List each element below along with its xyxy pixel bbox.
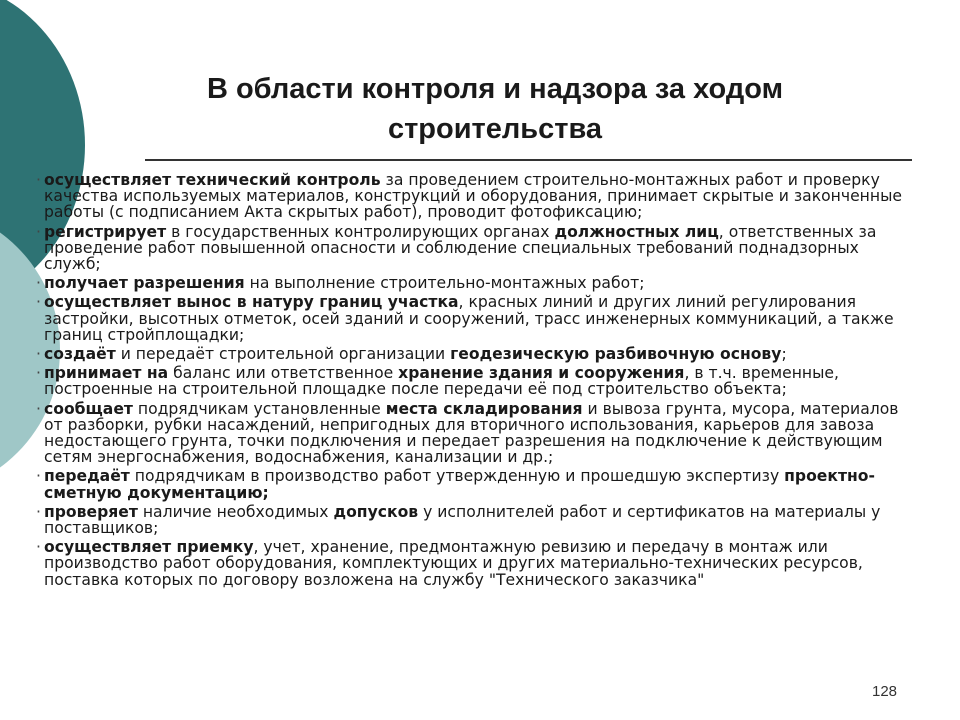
- text-segment: наличие необходимых: [137, 502, 334, 521]
- bullet-marker: ·: [36, 467, 41, 486]
- emphasized-text: допусков: [333, 502, 419, 521]
- list-item-text: [44, 468, 916, 500]
- list-item-text: [44, 294, 916, 343]
- list-item: [36, 365, 916, 397]
- list-item: [36, 401, 916, 466]
- bullet-marker: ·: [36, 274, 41, 293]
- bullet-marker: ·: [36, 171, 41, 189]
- emphasized-text: сообщает: [44, 399, 133, 418]
- text-segment: баланс или ответственное: [168, 364, 399, 383]
- bullet-list: [36, 172, 916, 591]
- list-item: [36, 224, 916, 273]
- text-segment: подрядчикам установленные: [132, 399, 386, 418]
- emphasized-text: геодезическую разбивочную основу: [450, 345, 782, 364]
- text-segment: в государственных контролирующих органах: [166, 222, 555, 241]
- list-item-text: [44, 346, 916, 362]
- list-item-text: [44, 224, 916, 273]
- text-segment: и вывоза грунта, мусора, материалов от разборки, рубки насаждений, непригодных для вторичного использования, карьеров для завоза недостающего грунта, точки подключения и передает разрешения на подключение к действующим сетям энергоснабжения, водоснабжения, канализации и др.;: [44, 399, 899, 467]
- emphasized-text: принимает на: [44, 364, 169, 383]
- list-item: [36, 504, 916, 536]
- emphasized-text: места складирования: [385, 399, 583, 418]
- list-item-text: [44, 275, 916, 291]
- list-item-text: [44, 365, 916, 397]
- list-item-text: [44, 172, 916, 221]
- bullet-marker: ·: [36, 364, 41, 383]
- list-item-text: [44, 504, 916, 536]
- text-segment: ;: [781, 345, 787, 364]
- emphasized-text: осуществляет приемку: [44, 538, 254, 557]
- slide-title: [130, 69, 860, 149]
- slide-title-line-2: строительства: [387, 113, 603, 146]
- emphasized-text: создаёт: [44, 345, 116, 364]
- emphasized-text: регистрирует: [44, 222, 167, 241]
- list-item-text: [44, 401, 916, 466]
- text-segment: на выполнение строительно-монтажных работ;: [244, 274, 645, 293]
- text-segment: подрядчикам в производство работ утвержденную и прошедшую экспертизу: [129, 467, 785, 486]
- bullet-marker: ·: [36, 399, 41, 418]
- emphasized-text: проверяет: [44, 502, 138, 521]
- emphasized-text: хранение здания и сооружения: [398, 364, 685, 383]
- list-item: [36, 468, 916, 500]
- emphasized-text: получает разрешения: [44, 274, 245, 293]
- emphasized-text: передаёт: [44, 467, 130, 486]
- text-segment: и передаёт строительной организации: [115, 345, 451, 364]
- text-segment: , в т.ч. временные, построенные на строительной площадке после передачи её под строительство объекта;: [44, 364, 839, 399]
- page-number: 128: [872, 683, 898, 700]
- emphasized-text: осуществляет вынос в натуру границ участка: [44, 293, 459, 312]
- bullet-marker: ·: [36, 502, 41, 521]
- text-segment: за проведением строительно-монтажных работ и проверку качества используемых материалов, конструкций и оборудования, принимает скрытые и законченные работы (с подписанием Акта скрытых работ), проводит фотофиксацию;: [44, 171, 902, 222]
- list-item: [36, 294, 916, 343]
- bullet-marker: ·: [36, 293, 41, 312]
- title-divider: [145, 159, 912, 161]
- list-item: [36, 172, 916, 221]
- text-segment: у исполнителей работ и сертификатов на материалы у поставщиков;: [44, 502, 881, 538]
- emphasized-text: должностных лиц: [554, 222, 719, 241]
- slide-title-line-1: В области контроля и надзора за ходом: [206, 73, 784, 106]
- text-segment: , ответственных за проведение работ повышенной опасности и соблюдение специальных требований поднадзорных служб;: [44, 222, 877, 274]
- text-segment: , красных линий и других линий регулирования застройки, высотных отметок, осей зданий и сооружений, трасс инженерных коммуникаций, а также границ стройплощадки;: [44, 293, 894, 344]
- emphasized-text: осуществляет технический контроль: [44, 171, 381, 189]
- text-segment: , учет, хранение, предмонтажную ревизию и передачу в монтаж или производство работ оборудования, комплектующих и других материально-технических ресурсов, поставка которых по договору возложена на службу "Технического заказчика": [44, 538, 863, 589]
- list-item: [36, 275, 916, 291]
- bullet-marker: ·: [36, 345, 41, 364]
- list-item: [36, 346, 916, 362]
- emphasized-text: проектно-сметную документацию;: [44, 467, 875, 502]
- list-item: [36, 539, 916, 588]
- list-item-text: [44, 539, 916, 588]
- bullet-marker: ·: [36, 538, 41, 557]
- bullet-marker: ·: [36, 222, 41, 241]
